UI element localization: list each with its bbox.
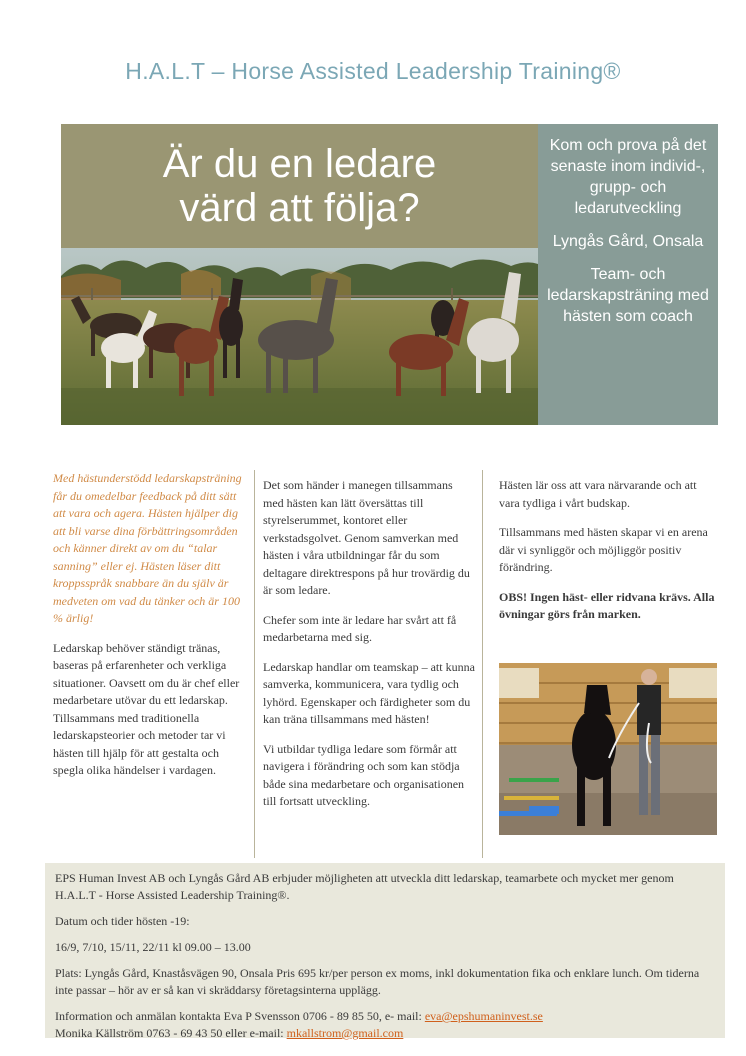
lead-paragraph: Med hästunderstödd ledarskapsträning får du omedelbar feedback på ditt sätt att vara och agera. Hästen hjälper dig att bli varse dina förbättringsområden och känner direkt av om du “talar sanning” eller ej. Hästen läser ditt kroppsspråk snabbare än du själv är medveten om vad du tänker och är 100 % ärlig!: [53, 471, 242, 625]
footer-dates: 16/9, 7/10, 15/11, 22/11 kl 09.00 – 13.00: [55, 940, 251, 954]
paragraph: Vi utbildar tydliga ledare som förmår att navigera i förändring och som kan stödja både sina medarbetare och organisationen till fortsatt utveckling.: [263, 741, 465, 808]
footer-dates-heading: Datum och tider hösten -19:: [55, 914, 190, 928]
footer-contact-2: [55, 1025, 715, 1042]
info-side-box: [538, 124, 718, 425]
paragraph: Ledarskap handlar om teamskap – att kunna samverka, kommunicera, vara tydlig och lyhörd. Egenskaper och färdigheter som du kan träna tillsammans med hästen!: [263, 659, 475, 726]
footer-intro: EPS Human Invest AB och Lyngås Gård AB erbjuder möjligheten att utveckla ditt ledarskap, teamarbete och mycket mer genom H.A.L.T - Horse Assisted Leadership Training®.: [55, 871, 674, 902]
headline-line-2: värd att följa?: [179, 186, 420, 230]
notice-paragraph: OBS! Ingen häst- eller ridvana krävs. Alla övningar görs från marken.: [499, 589, 715, 621]
headline-box: [61, 124, 538, 248]
side-text-training: Team- och ledarskapsträning med hästen som coach: [547, 266, 709, 325]
text-column-3: [499, 477, 717, 636]
headline-line-1: Är du en ledare: [162, 142, 437, 186]
column-divider-2: [482, 470, 483, 858]
footer-contact-1: [55, 1008, 715, 1025]
email-link-eva[interactable]: eva@epshumaninvest.se: [424, 1009, 543, 1023]
footer-place: Plats: Lyngås Gård, Knaståsvägen 90, Onsala Pris 695 kr/per person ex moms, inkl dokumentation fika och enklare lunch. Om tiderna inte passar – hör av er så kan vi skräddarsy företagsinterna upplägg.: [55, 966, 700, 997]
paragraph: Chefer som inte är ledare har svårt att få medarbetarna med sig.: [263, 612, 457, 644]
column-divider-1: [254, 470, 255, 858]
contact-text: Monika Källström 0763 - 69 43 50 eller e-mail:: [55, 1026, 287, 1040]
footer-info-box: [45, 863, 725, 1038]
text-column-2: [263, 477, 475, 823]
paragraph: Tillsammans med hästen skapar vi en arena där vi synliggör och möjliggör positiv förändring.: [499, 525, 708, 574]
arena-photo: [499, 663, 717, 835]
email-link-monika[interactable]: mkallstrom@gmail.com: [286, 1026, 404, 1040]
page-title: H.A.L.T – Horse Assisted Leadership Training®: [125, 58, 621, 84]
hero-banner: [61, 124, 718, 425]
paragraph: Det som händer i manegen tillsammans med hästen kan lätt översättas till styrelserummet, kontoret eller verkstadsgolvet. Genom samverkan med hästen i våra utbildningar får du som deltagare direktrespons på hur trovärdig du är som ledare.: [263, 478, 470, 597]
paragraph: Hästen lär oss att vara närvarande och att vara tydliga i vårt budskap.: [499, 478, 697, 510]
paragraph: Ledarskap behöver ständigt tränas, baseras på erfarenheter och verkliga situationer. Oavsett om du är chef eller medarbetare utövar du ett ledarskap. Tillsammans med traditionella ledarskapsteorier och metoder tar vi hästen till hjälp för att gestalta och spegla olika händelser i vardagen.: [53, 640, 240, 777]
horses-photo: [61, 248, 538, 425]
side-text-location: Lyngås Gård, Onsala: [552, 233, 704, 250]
text-column-1: [53, 470, 251, 792]
side-text-offer: Kom och prova på det senaste inom individ-, grupp- och ledarutveckling: [549, 137, 707, 217]
contact-text: Information och anmälan kontakta Eva P Svensson 0706 - 89 85 50, e- mail:: [55, 1009, 425, 1023]
